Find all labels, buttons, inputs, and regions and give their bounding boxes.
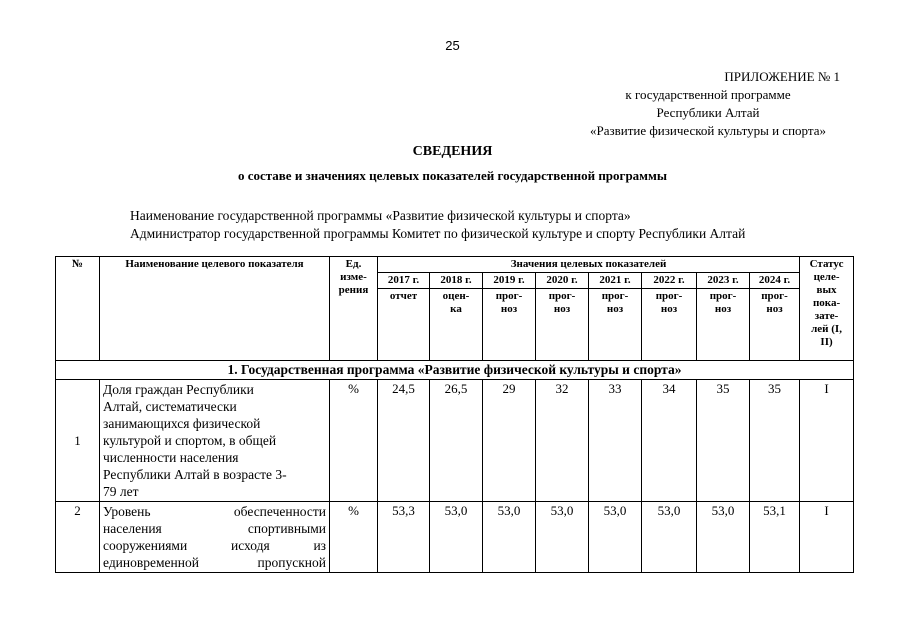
header-year-2019: 2019 г. <box>483 273 536 289</box>
header-status-line6: лей (I, <box>811 323 842 335</box>
value-2024: 35 <box>750 380 800 502</box>
name-line <box>103 503 326 520</box>
appendix-line3: Республики Алтай <box>656 105 760 120</box>
value-2020: 53,0 <box>536 502 589 573</box>
value-2021: 33 <box>589 380 642 502</box>
value-2019: 53,0 <box>483 502 536 573</box>
sub-line1: прог- <box>709 290 737 302</box>
sub-line1: прог- <box>601 290 629 302</box>
header-sub-2018 <box>430 289 483 361</box>
appendix-block <box>558 68 858 140</box>
value-2018: 53,0 <box>430 502 483 573</box>
header-sub-2022 <box>642 289 697 361</box>
header-year-2018: 2018 г. <box>430 273 483 289</box>
program-administrator: Администратор государственной программы Комитет по физической культуре и спорту Республики Алтай <box>130 226 746 241</box>
program-info <box>130 207 745 243</box>
appendix-line4: «Развитие физической культуры и спорта» <box>590 123 826 138</box>
row-unit: % <box>330 502 378 573</box>
name-word: обеспеченности <box>233 504 326 519</box>
name-word: спортивными <box>247 521 326 536</box>
sub-line1: прог- <box>655 290 683 302</box>
sub-line1: отчет <box>389 290 418 302</box>
header-status-line5: зате- <box>814 310 839 322</box>
document-title: СВЕДЕНИЯ <box>412 144 493 159</box>
name-word: пропускной <box>257 555 326 570</box>
sub-line2: ноз <box>766 303 783 315</box>
name-line: численности населения <box>103 450 239 465</box>
value-2017: 53,3 <box>378 502 430 573</box>
name-line: культурой и спортом, в общей <box>103 433 277 448</box>
sub-line1: оцен- <box>442 290 470 302</box>
header-status-line2: целе- <box>813 271 840 283</box>
header-sub-2019 <box>483 289 536 361</box>
header-year-2020: 2020 г. <box>536 273 589 289</box>
name-line <box>103 520 326 537</box>
header-sub-2024 <box>750 289 800 361</box>
row-status: I <box>800 502 854 573</box>
sub-line2: ноз <box>714 303 732 315</box>
name-line: Алтай, систематически <box>103 399 237 414</box>
name-line <box>103 537 326 554</box>
header-status-line3: вых <box>816 284 837 296</box>
sub-line2: ноз <box>553 303 571 315</box>
sub-line1: прог- <box>761 290 788 302</box>
header-sub-2017 <box>378 289 430 361</box>
name-word: из <box>313 538 326 553</box>
header-unit-line1: Ед. <box>345 258 362 270</box>
sub-line2: ноз <box>606 303 624 315</box>
header-sub-2021 <box>589 289 642 361</box>
table-row <box>56 380 854 502</box>
name-word: Уровень <box>103 504 151 519</box>
value-2024: 53,1 <box>750 502 800 573</box>
appendix-line1: ПРИЛОЖЕНИЕ № 1 <box>724 69 840 84</box>
name-line: Доля граждан Республики <box>103 382 254 397</box>
header-year-2023: 2023 г. <box>697 273 750 289</box>
header-num: № <box>56 257 100 361</box>
header-status-line1: Статус <box>809 258 844 270</box>
value-2018: 26,5 <box>430 380 483 502</box>
name-line: занимающихся физической <box>103 416 261 431</box>
name-word: сооружениями <box>103 538 188 553</box>
name-word: единовременной <box>103 555 199 570</box>
value-2023: 35 <box>697 380 750 502</box>
table-row <box>56 502 854 573</box>
sub-line1: прог- <box>548 290 576 302</box>
header-sub-2023 <box>697 289 750 361</box>
row-num: 1 <box>56 380 100 502</box>
header-sub-2020 <box>536 289 589 361</box>
header-name: Наименование целевого показателя <box>100 257 330 361</box>
row-num: 2 <box>56 502 100 573</box>
header-unit-line3: рения <box>338 284 369 296</box>
value-2020: 32 <box>536 380 589 502</box>
row-status: I <box>800 380 854 502</box>
header-unit <box>330 257 378 361</box>
header-status-line4: пока- <box>812 297 841 309</box>
name-line: 79 лет <box>103 484 139 499</box>
sub-line2: ка <box>450 303 462 315</box>
indicators-table <box>55 256 854 573</box>
header-year-2022: 2022 г. <box>642 273 697 289</box>
value-2017: 24,5 <box>378 380 430 502</box>
section-heading: 1. Государственная программа «Развитие физической культуры и спорта» <box>56 361 854 380</box>
value-2021: 53,0 <box>589 502 642 573</box>
header-values-group: Значения целевых показателей <box>378 257 800 273</box>
value-2023: 53,0 <box>697 502 750 573</box>
program-name: Наименование государственной программы «Развитие физической культуры и спорта» <box>130 208 631 223</box>
appendix-line2: к государственной программе <box>625 87 791 102</box>
header-year-2021: 2021 г. <box>589 273 642 289</box>
header-status-line7: II) <box>820 336 833 348</box>
row-name <box>100 502 330 573</box>
header-unit-line2: изме- <box>340 271 367 283</box>
sub-line1: прог- <box>495 290 523 302</box>
value-2022: 53,0 <box>642 502 697 573</box>
header-year-2024: 2024 г. <box>750 273 800 289</box>
row-name <box>100 380 330 502</box>
name-line <box>103 554 326 571</box>
header-status <box>800 257 854 361</box>
value-2019: 29 <box>483 380 536 502</box>
document-subtitle: о составе и значениях целевых показателей государственной программы <box>237 168 668 183</box>
header-year-2017: 2017 г. <box>378 273 430 289</box>
sub-line2: ноз <box>500 303 518 315</box>
name-line: Республики Алтай в возрасте 3- <box>103 467 287 482</box>
value-2022: 34 <box>642 380 697 502</box>
page-number: 25 <box>445 38 460 53</box>
row-unit: % <box>330 380 378 502</box>
name-word: исходя <box>230 538 270 553</box>
name-word: населения <box>103 521 162 536</box>
sub-line2: ноз <box>660 303 678 315</box>
